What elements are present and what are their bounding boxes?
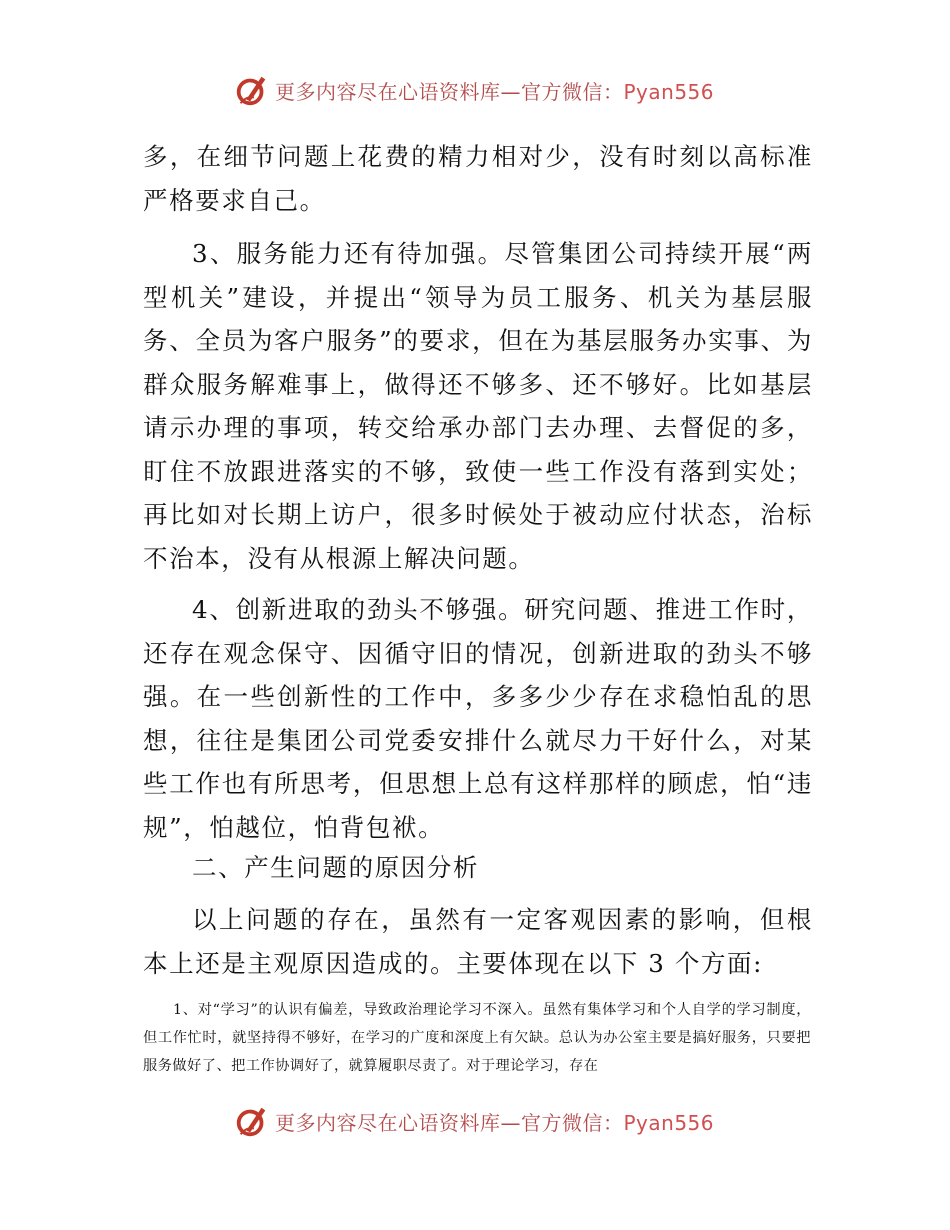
paragraph-continuation: 多，在细节问题上花费的精力相对少，没有时刻以高标准严格要求自己。 — [143, 142, 813, 215]
banner-account: Pyan556 — [623, 1110, 715, 1135]
header-banner — [233, 70, 714, 110]
banner-text — [275, 76, 714, 105]
banner-text — [275, 1107, 714, 1136]
banner-label: 更多内容尽在心语资料库—官方微信： — [275, 1110, 624, 1135]
footer-banner — [233, 1101, 714, 1141]
paragraph-service-ability: 3、服务能力还有待加强。尽管集团公司持续开展“两型机关”建设，并提出“领导为员工服务、机关为基层服务、全员为客户服务”的要求，但在为基层服务办实事、为群众服务解难事上，做得还不够多、还不够好。比如基层请示办理的事项，转交给承办部门去办理、去督促的多，盯住不放跟进落实的不够，致使一些工作没有落到实处；再比如对长期上访户，很多时候处于被动应付状态，治标不治本，没有从根源上解决问题。 — [143, 239, 813, 573]
banner-label: 更多内容尽在心语资料库—官方微信： — [275, 79, 624, 104]
logo-icon — [233, 1102, 271, 1140]
paragraph-causes-intro: 以上问题的存在，虽然有一定客观因素的影响，但根本上还是主观原因造成的。主要体现在以下 3 个方面: — [143, 905, 813, 978]
paragraph-learning: 1、对“学习”的认识有偏差，导致政治理论学习不深入。虽然有集体学习和个人自学的学习制度，但工作忙时，就坚持得不够好，在学习的广度和深度上有欠缺。总认为办公室主要是搞好服务，只要把服务做好了、把工作协调好了，就算履职尽责了。对于理论学习，存在 — [143, 1002, 811, 1074]
section-heading: 二、产生问题的原因分析 — [192, 853, 480, 882]
logo-icon — [233, 71, 271, 109]
paragraph-innovation: 4、创新进取的劲头不够强。研究问题、推进工作时，还存在观念保守、因循守旧的情况，创新进取的劲头不够强。在一些创新性的工作中，多多少少存在求稳怕乱的思想，往往是集团公司党委安排什么就尽力干好什么，对某些工作也有所思考，但思想上总有这样那样的顾虑，怕“违规”，怕越位，怕背包袱。 — [143, 595, 813, 842]
banner-account: Pyan556 — [623, 79, 715, 104]
